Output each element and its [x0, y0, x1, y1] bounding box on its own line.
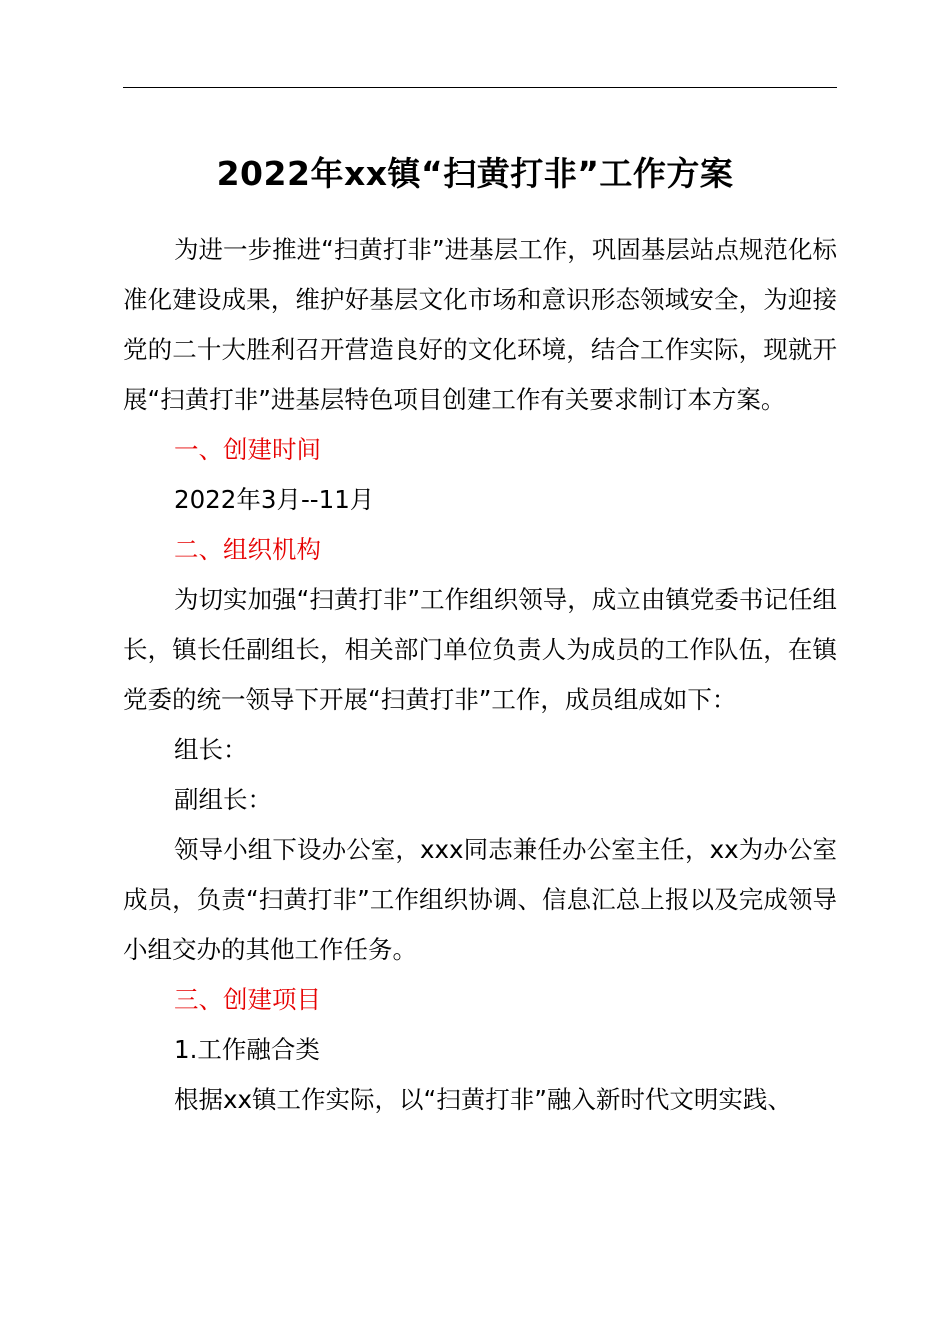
- office-paragraph: 领导小组下设办公室，xxx同志兼任办公室主任，xx为办公室成员，负责“扫黄打非”工作组织协调、信息汇总上报以及完成领导小组交办的其他工作任务。: [123, 835, 837, 964]
- section-heading-time: 一、创建时间: [174, 435, 321, 464]
- leader-label: 组长：: [174, 735, 248, 764]
- deputy-leader-label: 副组长：: [174, 785, 272, 814]
- time-range-text: 2022年3月--11月: [174, 485, 375, 514]
- organization-paragraph: 为切实加强“扫黄打非”工作组织领导，成立由镇党委书记任组长，镇长任副组长，相关部门单位负责人为成员的工作队伍，在镇党委的统一领导下开展“扫黄打非”工作，成员组成如下：: [123, 585, 837, 714]
- document-body: [123, 225, 837, 1125]
- intro-paragraph: 为进一步推进“扫黄打非”进基层工作，巩固基层站点规范化标准化建设成果，维护好基层文化市场和意识形态领域安全，为迎接党的二十大胜利召开营造良好的文化环境，结合工作实际，现就开展“扫黄打非”进基层特色项目创建工作有关要求制订本方案。: [123, 235, 837, 414]
- subsection-heading-work-integration: 1.工作融合类: [174, 1035, 320, 1064]
- work-integration-paragraph: 根据xx镇工作实际，以“扫黄打非”融入新时代文明实践、: [174, 1085, 792, 1114]
- section-heading-organization: 二、组织机构: [174, 535, 321, 564]
- section-heading-projects: 三、创建项目: [174, 985, 321, 1014]
- header-rule: [123, 87, 837, 88]
- document-title: 2022年xx镇“扫黄打非”工作方案: [216, 154, 734, 193]
